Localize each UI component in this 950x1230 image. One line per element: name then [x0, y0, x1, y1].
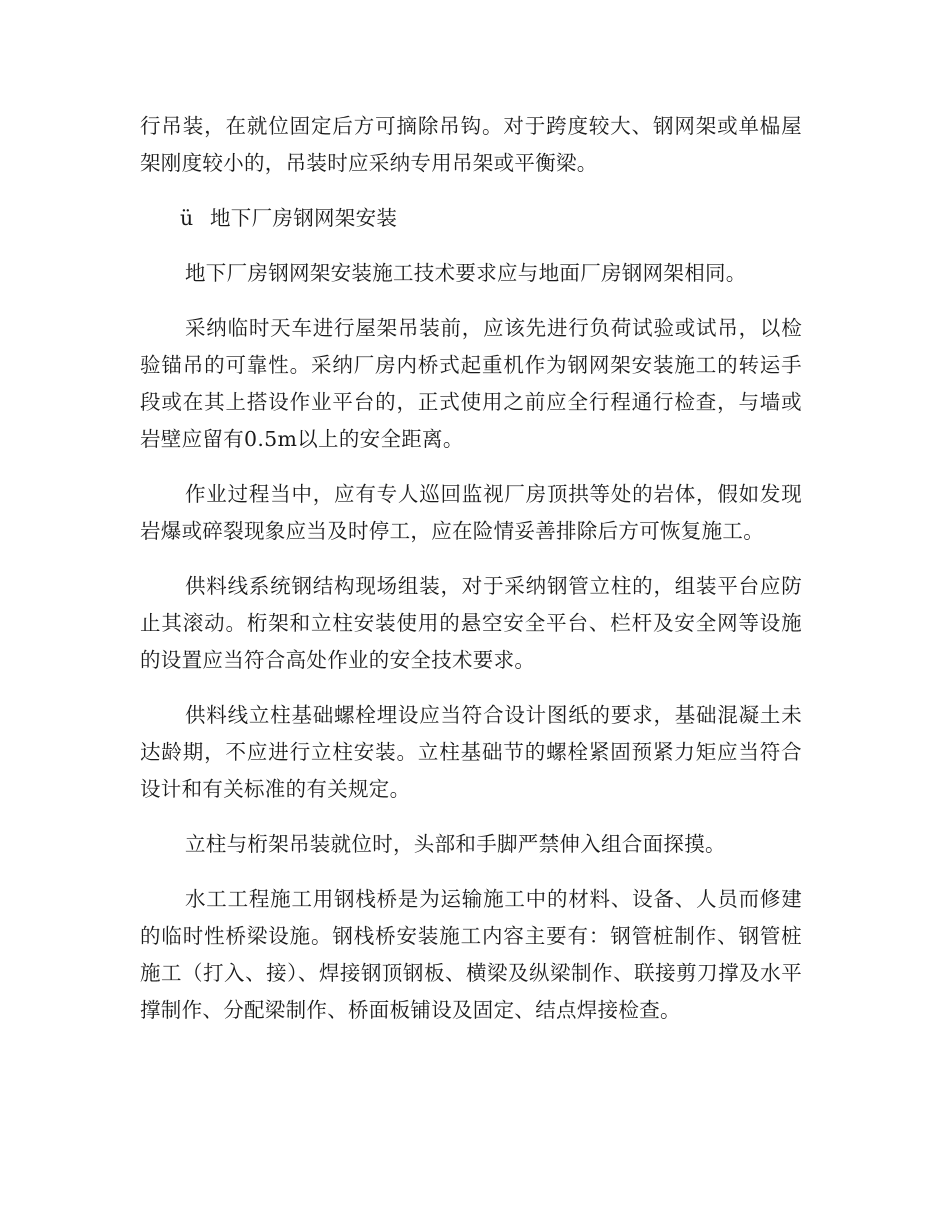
checkmark-bullet-icon: ü: [180, 206, 194, 230]
paragraph: 作业过程当中，应有专人巡回监视厂房顶拱等处的岩体，假如发现岩爆或碎裂现象应当及时停工，应在险情妥善排除后方可恢复施工。: [140, 482, 802, 543]
paragraph-continuation: 行吊装，在就位固定后方可摘除吊钩。对于跨度较大、钢网架或单榀屋架刚度较小的，吊装时应采纳专用吊架或平衡梁。: [140, 114, 802, 175]
paragraph: 地下厂房钢网架安装施工技术要求应与地面厂房钢网架相同。: [185, 261, 747, 285]
section-heading-text: 地下厂房钢网架安装: [210, 206, 398, 230]
paragraph: 供料线立柱基础螺栓埋设应当符合设计图纸的要求，基础混凝土未达龄期，不应进行立柱安装。立柱基础节的螺栓紧固预紧力矩应当符合设计和有关标准的有关规定。: [140, 703, 802, 801]
section-heading: [140, 200, 802, 237]
paragraph: 供料线系统钢结构现场组装，对于采纳钢管立柱的，组装平台应防止其滚动。桁架和立柱安装使用的悬空安全平台、栏杆及安全网等设施的设置应当符合高处作业的安全技术要求。: [140, 574, 802, 672]
paragraph: 采纳临时天车进行屋架吊装前，应该先进行负荷试验或试吊，以检验锚吊的可靠性。采纳厂房内桥式起重机作为钢网架安装施工的转运手段或在其上搭设作业平台的，正式使用之前应全行程通行检查，与墙或岩壁应留有0.5m以上的安全距离。: [140, 316, 802, 451]
paragraph: 立柱与桁架吊装就位时，头部和手脚严禁伸入组合面探摸。: [185, 832, 726, 856]
paragraph: 水工工程施工用钢栈桥是为运输施工中的材料、设备、人员而修建的临时性桥梁设施。钢栈桥安装施工内容主要有：钢管桩制作、钢管桩施工（打入、接）、焊接钢顶钢板、横梁及纵梁制作、联接剪刀撑及水平撑制作、分配梁制作、桥面板铺设及固定、结点焊接检查。: [140, 887, 802, 1022]
document-body: [140, 108, 802, 1047]
